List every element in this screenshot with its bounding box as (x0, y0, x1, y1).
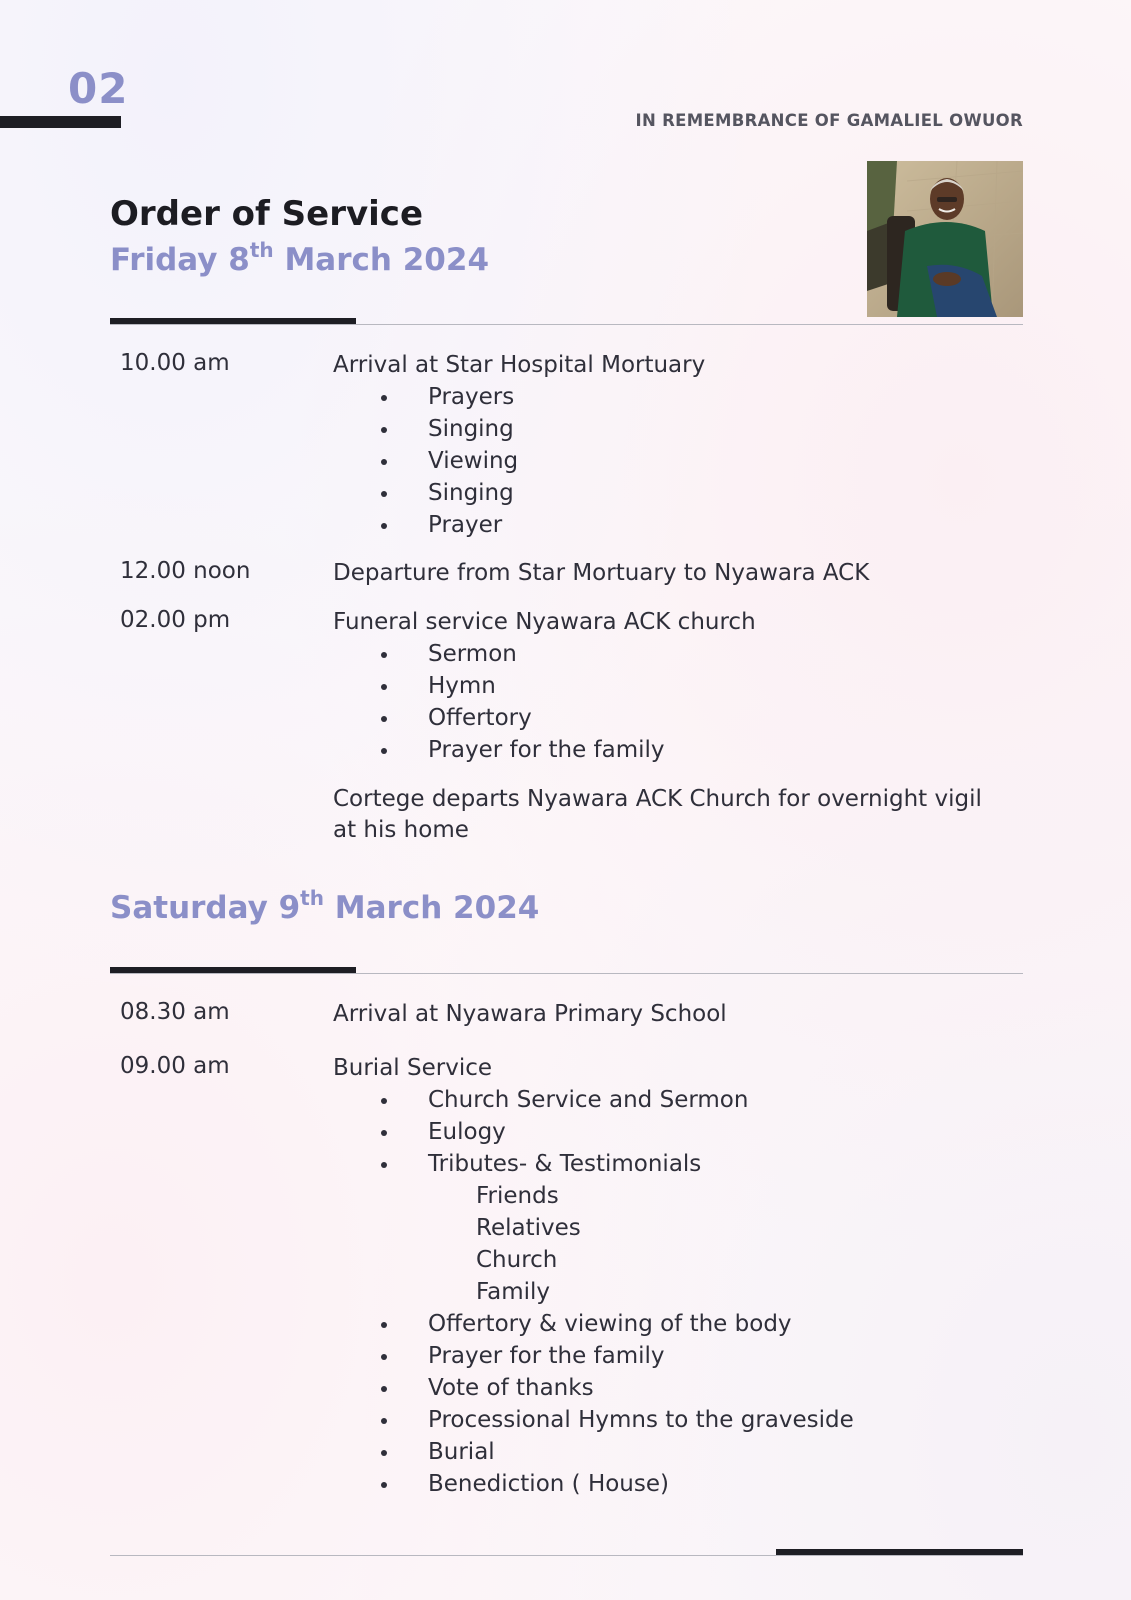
list-item: Vote of thanks (333, 1372, 1013, 1404)
sub-list-item: Relatives (476, 1215, 581, 1241)
activity-items (333, 638, 1013, 766)
page-number-bar (0, 116, 121, 128)
activity-title: Burial Service (333, 1055, 493, 1081)
row-time: 12.00 noon (120, 558, 251, 584)
list-item: Benediction ( House) (333, 1468, 1013, 1500)
date-saturday-rest: March 2024 (323, 890, 540, 926)
activity-items (333, 381, 1013, 541)
page-number: 02 (68, 64, 129, 113)
row-activity (333, 1053, 1013, 1500)
list-item: Sermon (333, 638, 1013, 670)
row-time: 02.00 pm (120, 607, 231, 633)
activity-note: Cortege departs Nyawara ACK Church for overnight vigil at his home (333, 786, 982, 843)
date-saturday-prefix: Saturday 9 (110, 890, 301, 926)
divider-thick-friday (110, 318, 356, 324)
date-saturday-suffix: th (300, 886, 324, 910)
list-item: Burial (333, 1436, 1013, 1468)
date-heading-saturday (110, 886, 539, 926)
row-activity (333, 999, 1013, 1030)
portrait-illustration (867, 161, 1023, 317)
list-item: Offertory (333, 702, 1013, 734)
list-item: Prayer for the family (333, 1340, 1013, 1372)
list-item: Singing (333, 477, 1013, 509)
row-time: 08.30 am (120, 999, 230, 1025)
divider-thin-friday (110, 324, 1023, 325)
list-item: Church Service and Sermon (333, 1084, 1013, 1116)
footer-divider-thin (110, 1555, 1023, 1556)
list-item: Eulogy (333, 1116, 1013, 1148)
divider-thick-saturday (110, 967, 356, 973)
date-friday-rest: March 2024 (273, 242, 490, 278)
page-title: Order of Service (110, 194, 424, 234)
list-item: Tributes- & Testimonials (333, 1148, 1013, 1180)
header-tagline: IN REMEMBRANCE OF GAMALIEL OWUOR (635, 111, 1023, 130)
activity-title: Arrival at Nyawara Primary School (333, 1001, 727, 1027)
sub-list-item: Friends (476, 1183, 559, 1209)
portrait-photo (867, 161, 1023, 317)
list-item: Viewing (333, 445, 1013, 477)
divider-thin-saturday (110, 973, 1023, 974)
sub-list-item: Church (476, 1247, 558, 1273)
sub-list-item: Family (476, 1279, 551, 1305)
list-item: Hymn (333, 670, 1013, 702)
activity-title: Departure from Star Mortuary to Nyawara ACK (333, 560, 870, 586)
activity-title: Funeral service Nyawara ACK church (333, 609, 756, 635)
list-item: Offertory & viewing of the body (333, 1308, 1013, 1340)
row-time: 09.00 am (120, 1053, 230, 1079)
list-item: Prayer for the family (333, 734, 1013, 766)
activity-items (333, 1308, 1013, 1500)
list-item: Processional Hymns to the graveside (333, 1404, 1013, 1436)
date-heading-friday (110, 238, 489, 278)
row-time: 10.00 am (120, 350, 230, 376)
activity-items (333, 1084, 1013, 1180)
row-activity (333, 350, 1013, 541)
row-activity (333, 607, 1013, 846)
activity-title: Arrival at Star Hospital Mortuary (333, 352, 706, 378)
date-friday-prefix: Friday 8 (110, 242, 250, 278)
footer-divider-thick (776, 1549, 1023, 1555)
row-activity (333, 558, 1013, 589)
date-friday-suffix: th (249, 238, 274, 262)
tribute-sub-items (333, 1180, 1013, 1308)
list-item: Prayers (333, 381, 1013, 413)
list-item: Prayer (333, 509, 1013, 541)
list-item: Singing (333, 413, 1013, 445)
